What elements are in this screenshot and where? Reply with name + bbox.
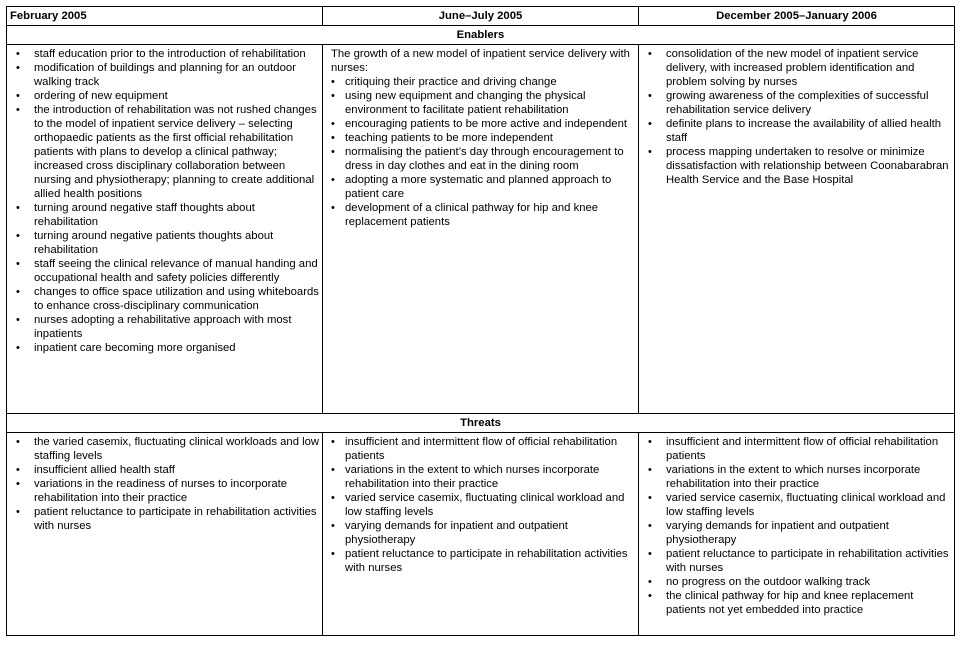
- list-item: • the varied casemix, fluctuating clinical workloads and low staffing levels: [34, 435, 322, 463]
- threats-cell-february: [7, 433, 323, 636]
- list-item: • varying demands for inpatient and outpatient physiotherapy: [345, 519, 638, 547]
- list-item: • the clinical pathway for hip and knee replacement patients not yet embedded into practice: [666, 589, 954, 617]
- list-item: • insufficient and intermittent flow of official rehabilitation patients: [666, 435, 954, 463]
- list-item: • variations in the extent to which nurses incorporate rehabilitation into their practice: [345, 463, 638, 491]
- header-february-2005: February 2005: [7, 7, 323, 26]
- list-item: • critiquing their practice and driving change: [345, 75, 638, 89]
- list-item: • modification of buildings and planning for an outdoor walking track: [34, 61, 322, 89]
- list-item: • insufficient allied health staff: [34, 463, 322, 477]
- header-dec-2005-jan-2006: December 2005–January 2006: [639, 7, 955, 26]
- list-item: • staff education prior to the introduction of rehabilitation: [34, 47, 322, 61]
- bullet-list: [7, 435, 322, 533]
- list-item: • encouraging patients to be more active and independent: [345, 117, 638, 131]
- list-item: • patient reluctance to participate in rehabilitation activities with nurses: [345, 547, 638, 575]
- list-item: • process mapping undertaken to resolve or minimize dissatisfaction with relationship between Coonabarabran Health Service and the Base Hospital: [666, 145, 954, 187]
- bullet-list: [639, 47, 954, 187]
- list-item: • patient reluctance to participate in rehabilitation activities with nurses: [666, 547, 954, 575]
- list-item: • growing awareness of the complexities of successful rehabilitation service delivery: [666, 89, 954, 117]
- list-item: • turning around negative staff thoughts about rehabilitation: [34, 201, 322, 229]
- enablers-cell-june-july: [323, 45, 639, 414]
- threats-content-row: [7, 433, 955, 636]
- list-item: • staff seeing the clinical relevance of manual handing and occupational health and safety policies differently: [34, 257, 322, 285]
- list-item: • variations in the extent to which nurses incorporate rehabilitation into their practice: [666, 463, 954, 491]
- header-june-july-2005: June–July 2005: [323, 7, 639, 26]
- enablers-section-title: Enablers: [7, 26, 955, 45]
- list-item: • insufficient and intermittent flow of official rehabilitation patients: [345, 435, 638, 463]
- list-item: • inpatient care becoming more organised: [34, 341, 322, 355]
- header-row: [7, 7, 955, 26]
- bullet-list: [639, 435, 954, 617]
- list-item: • using new equipment and changing the physical environment to facilitate patient rehabilitation: [345, 89, 638, 117]
- list-item: • definite plans to increase the availability of allied health staff: [666, 117, 954, 145]
- enablers-section-row: [7, 26, 955, 45]
- list-item: • consolidation of the new model of inpatient service delivery, with increased problem identification and problem solving by nurses: [666, 47, 954, 89]
- list-item: • changes to office space utilization and using whiteboards to enhance cross-disciplinary communication: [34, 285, 322, 313]
- bullet-list: [323, 75, 638, 229]
- list-item: • no progress on the outdoor walking track: [666, 575, 954, 589]
- threats-section-title: Threats: [7, 414, 955, 433]
- list-item: • the introduction of rehabilitation was not rushed changes to the model of inpatient service delivery – selecting orthopaedic patients as the first official rehabilitation patients with plans to develop a clinical pathway; increased cross disciplinary collaboration between nursing and physiotherapy; planning to create additional allied health positions: [34, 103, 322, 201]
- threats-cell-june-july: [323, 433, 639, 636]
- threats-cell-december-january: [639, 433, 955, 636]
- threats-section-row: [7, 414, 955, 433]
- list-item: • turning around negative patients thoughts about rehabilitation: [34, 229, 322, 257]
- list-item: • adopting a more systematic and planned approach to patient care: [345, 173, 638, 201]
- enablers-content-row: [7, 45, 955, 414]
- enablers-cell-december-january: [639, 45, 955, 414]
- bullet-list: [7, 47, 322, 355]
- list-item: • variations in the readiness of nurses to incorporate rehabilitation into their practice: [34, 477, 322, 505]
- list-item: • teaching patients to be more independent: [345, 131, 638, 145]
- enablers-cell-february: [7, 45, 323, 414]
- list-item: • varied service casemix, fluctuating clinical workload and low staffing levels: [345, 491, 638, 519]
- list-item: • patient reluctance to participate in rehabilitation activities with nurses: [34, 505, 322, 533]
- list-item: • varying demands for inpatient and outpatient physiotherapy: [666, 519, 954, 547]
- list-item: • development of a clinical pathway for hip and knee replacement patients: [345, 201, 638, 229]
- enablers-lead-text: The growth of a new model of inpatient service delivery with nurses:: [331, 48, 630, 74]
- bullet-list: [323, 435, 638, 575]
- list-item: • varied service casemix, fluctuating clinical workload and low staffing levels: [666, 491, 954, 519]
- list-item: • normalising the patient’s day through encouragement to dress in day clothes and eat in the dining room: [345, 145, 638, 173]
- enablers-threats-table: [6, 6, 955, 636]
- list-item: • ordering of new equipment: [34, 89, 322, 103]
- list-item: • nurses adopting a rehabilitative approach with most inpatients: [34, 313, 322, 341]
